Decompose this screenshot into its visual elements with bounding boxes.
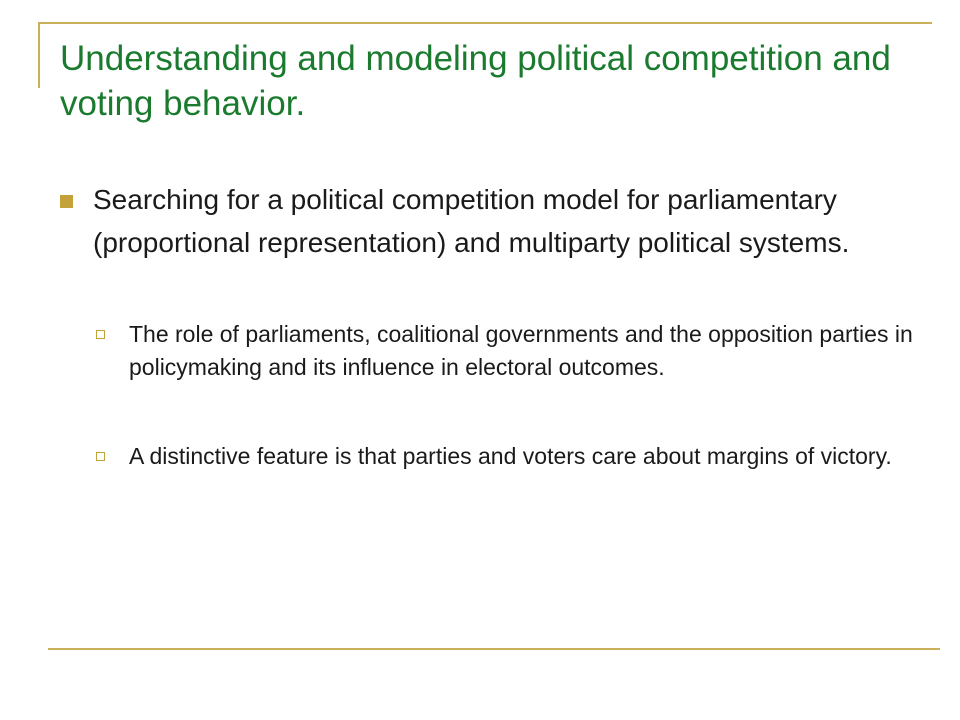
left-rule: [38, 22, 40, 88]
bullet-item: [60, 178, 920, 264]
bottom-rule: [48, 648, 940, 650]
sub-bullet-text: The role of parliaments, coalitional governments and the opposition parties in policymaking and its influence in electoral outcomes.: [129, 321, 913, 380]
sub-bullet-item: [96, 440, 916, 473]
hollow-square-bullet-icon: [96, 330, 105, 339]
bullet-text: Searching for a political competition model for parliamentary (proportional representation) and multiparty political systems.: [93, 184, 850, 258]
slide-title: Understanding and modeling political competition and voting behavior.: [60, 39, 891, 123]
square-bullet-icon: [60, 195, 73, 208]
sub-bullet-text: A distinctive feature is that parties and voters care about margins of victory.: [129, 443, 892, 469]
hollow-square-bullet-icon: [96, 452, 105, 461]
top-rule: [38, 22, 932, 24]
sub-bullet-item: [96, 318, 916, 384]
